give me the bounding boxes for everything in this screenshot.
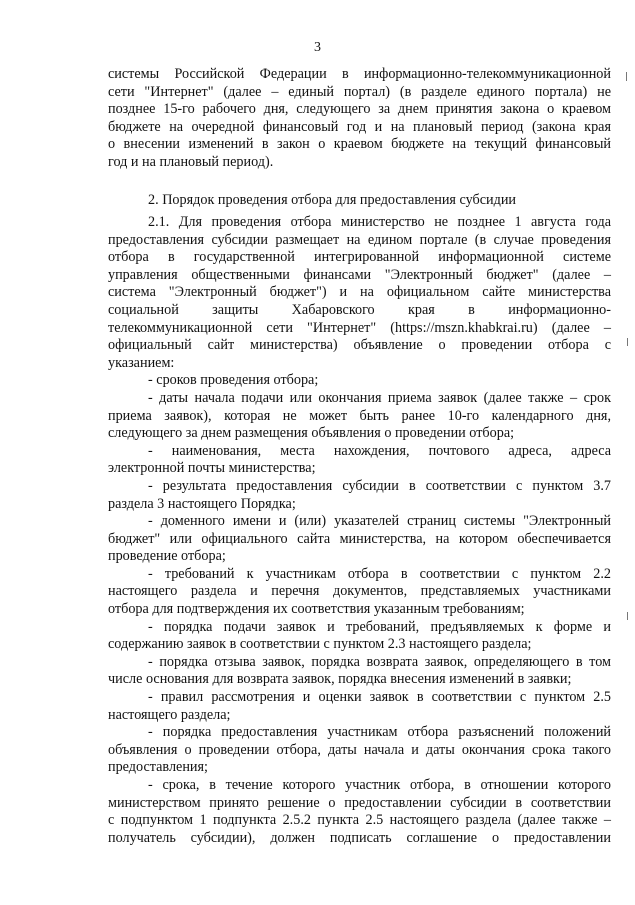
text-line: управления общественными финансами "Электронный бюджет" (далее – xyxy=(108,266,611,283)
text-line: предоставления; xyxy=(108,759,208,776)
text-line: раздела 3 настоящего Порядка; xyxy=(108,495,296,512)
text-line: бюджет" или официального сайта министерства, на котором обеспечивается xyxy=(108,530,611,547)
text-line: система "Электронный бюджет") и на официальном сайте министерства xyxy=(108,284,611,301)
list-item: - правил рассмотрения и оценки заявок в соответствии с пунктом 2.5 xyxy=(148,689,611,706)
text-line: указанием: xyxy=(108,354,175,371)
text-line: социальной защиты Хабаровского края в информационно- xyxy=(108,301,611,318)
text-line: бюджете на очередной финансовый год и на плановый период (закона края xyxy=(108,118,611,135)
text-line: настоящего раздела и перечня документов, представляемых участниками xyxy=(108,583,611,600)
list-item: - порядка отзыва заявок, порядка возврата заявок, определяющего в том xyxy=(148,653,611,670)
text-line: предоставления субсидии размещает на едином портале (в случае проведения xyxy=(108,231,611,248)
list-item: - срока, в течение которого участник отбора, в отношении которого xyxy=(148,777,611,793)
text-line: министерством принято решение о предоставлении субсидии в соответствии xyxy=(108,794,611,811)
text-line: 2.1. Для проведения отбора министерство не позднее 1 августа года xyxy=(148,214,611,230)
text-line: официальный сайт министерства) объявление о проведении отбора с xyxy=(108,337,611,354)
text-line: электронной почты министерства; xyxy=(108,460,316,477)
text-line: содержанию заявок в соответствии с пунктом 2.3 настоящего раздела; xyxy=(108,636,532,653)
text-line: системы Российской Федерации в информационно-телекоммуникационной xyxy=(108,66,611,82)
text-line: отбора в государственной интегрированной информационной системе xyxy=(108,249,611,266)
list-item: - сроков проведения отбора; xyxy=(148,372,319,389)
scan-artifact-mark xyxy=(627,338,628,346)
list-item: - порядка предоставления участникам отбора разъяснений положений xyxy=(148,724,611,741)
text-line: позднее 15-го рабочего дня, следующего за днем принятия закона о краевом xyxy=(108,101,611,118)
text-line: о внесении изменений в закон о краевом бюджете на текущий финансовый xyxy=(108,136,611,153)
list-item: - порядка подачи заявок и требований, предъявляемых к форме и xyxy=(148,618,611,635)
section-heading: 2. Порядок проведения отбора для предоставления субсидии xyxy=(148,192,517,208)
paragraph-continuation xyxy=(108,66,611,172)
text-line: следующего за днем размещения объявления о проведении отбора; xyxy=(108,425,515,442)
text-line: год и на плановый период). xyxy=(108,153,274,170)
text-line: с подпунктом 1 подпункта 2.5.2 пункта 2.5 настоящего раздела (далее также – xyxy=(108,812,611,829)
text-line: отбора для подтверждения их соответствия указанным требованиям; xyxy=(108,601,525,618)
text-line: числе основания для возврата заявок, порядка внесения изменений в заявки; xyxy=(108,671,572,688)
section-body xyxy=(108,214,611,847)
list-item: - наименования, места нахождения, почтового адреса, адреса xyxy=(148,442,611,459)
text-line: приема заявок), которая не может быть ранее 10-го календарного дня, xyxy=(108,407,611,424)
list-item: - требований к участникам отбора в соответствии с пунктом 2.2 xyxy=(148,565,611,582)
list-item: - даты начала подачи или окончания приема заявок (далее также – срок xyxy=(148,389,611,406)
text-line: настоящего раздела; xyxy=(108,706,231,723)
scan-artifact-mark xyxy=(627,612,628,620)
text-line: получатель субсидии), должен подписать соглашение о предоставлении xyxy=(108,829,611,846)
text-line: проведение отбора; xyxy=(108,548,226,565)
page-number: 3 xyxy=(314,40,321,55)
text-line: телекоммуникационной сети "Интернет" (https://mszn.khabkrai.ru) (далее – xyxy=(108,319,611,336)
text-line: объявления о проведении отбора, даты начала и даты окончания срока такого xyxy=(108,741,611,758)
list-item: - результата предоставления субсидии в соответствии с пунктом 3.7 xyxy=(148,477,611,494)
list-item: - доменного имени и (или) указателей страниц системы "Электронный xyxy=(148,513,611,530)
text-line: сети "Интернет" (далее – единый портал) (в разделе единого портала) не xyxy=(108,83,611,100)
scan-artifact-mark xyxy=(626,72,627,81)
